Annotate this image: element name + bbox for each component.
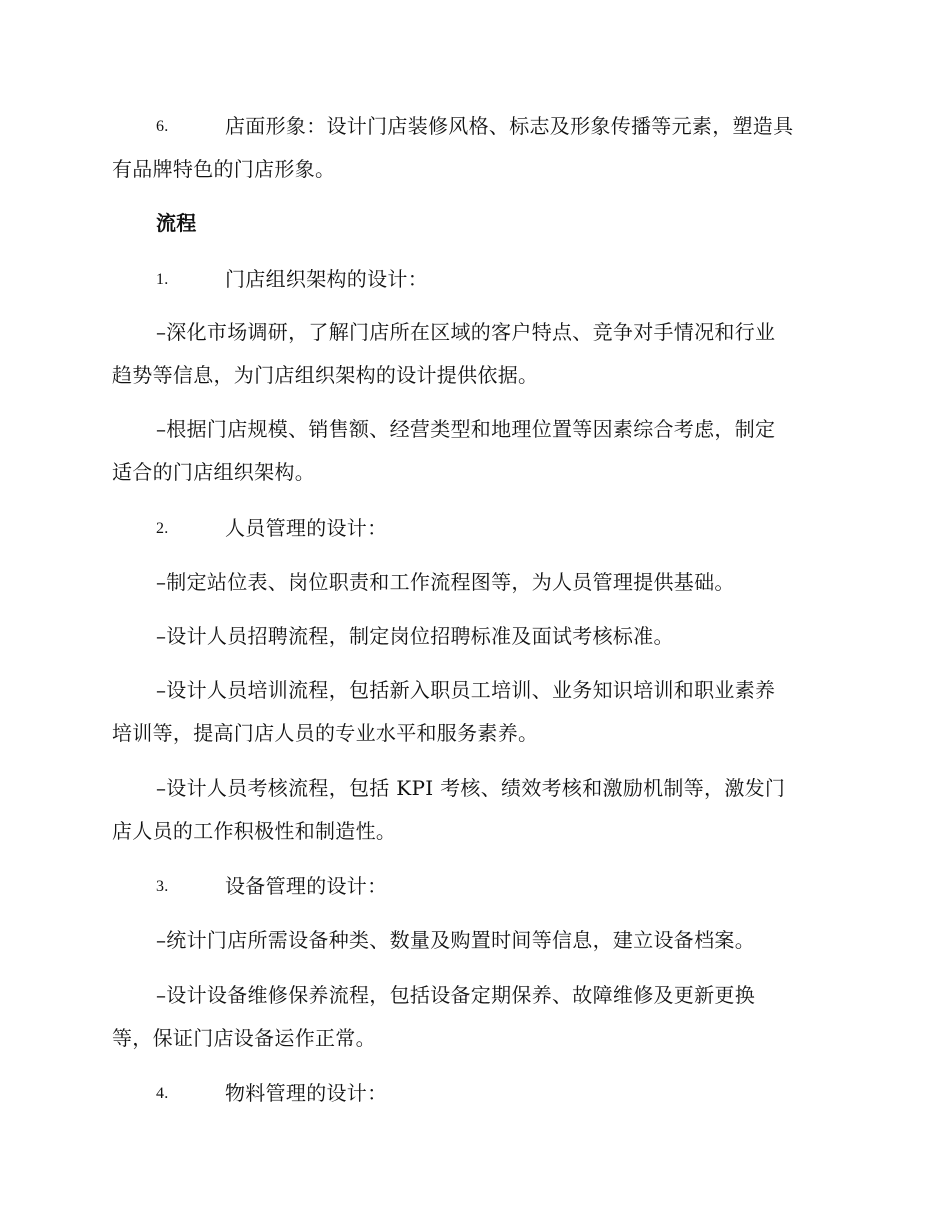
paragraph-continuation: 有品牌特色的门店形象。 xyxy=(112,157,336,181)
paragraph: –设计设备维修保养流程，包括设备定期保养、故障维修及更新更换 xyxy=(156,983,755,1007)
list-number: 6. xyxy=(156,118,169,135)
list-item-6 xyxy=(112,105,834,148)
list-number: 3. xyxy=(156,878,169,895)
list-item-text: 物料管理的设计： xyxy=(225,1081,388,1105)
paragraph: –制定站位表、岗位职责和工作流程图等，为人员管理提供基础。 xyxy=(156,570,735,594)
paragraph: –设计人员招聘流程，制定岗位招聘标准及面试考核标准。 xyxy=(156,624,674,648)
paragraph-continuation: 培训等，提高门店人员的专业水平和服务素养。 xyxy=(112,721,539,745)
list-item-3 xyxy=(112,865,834,908)
list-item-2 xyxy=(112,507,834,550)
section-heading: 流程 xyxy=(156,211,197,235)
list-item-4 xyxy=(112,1072,834,1115)
paragraph: –统计门店所需设备种类、数量及购置时间等信息，建立设备档案。 xyxy=(156,928,755,952)
paragraph: –根据门店规模、销售额、经营类型和地理位置等因素综合考虑，制定 xyxy=(156,417,776,441)
paragraph: –深化市场调研，了解门店所在区域的客户特点、竞争对手情况和行业 xyxy=(156,320,776,344)
list-number: 2. xyxy=(156,520,169,537)
paragraph: –设计人员考核流程，包括 KPI 考核、绩效考核和激励机制等，激发门 xyxy=(156,776,786,800)
paragraph-continuation: 趋势等信息，为门店组织架构的设计提供依据。 xyxy=(112,363,539,387)
list-number: 1. xyxy=(156,271,169,288)
list-item-text: 店面形象：设计门店装修风格、标志及形象传播等元素，塑造具 xyxy=(225,114,794,138)
paragraph: –设计人员培训流程，包括新入职员工培训、业务知识培训和职业素养 xyxy=(156,678,776,702)
paragraph-continuation: 店人员的工作积极性和制造性。 xyxy=(112,819,397,843)
list-item-text: 设备管理的设计： xyxy=(225,874,388,898)
paragraph-continuation: 等，保证门店设备运作正常。 xyxy=(112,1026,376,1050)
list-item-text: 人员管理的设计： xyxy=(225,516,388,540)
list-number: 4. xyxy=(156,1085,169,1102)
list-item-1 xyxy=(112,258,834,301)
paragraph-continuation: 适合的门店组织架构。 xyxy=(112,460,315,484)
list-item-text: 门店组织架构的设计： xyxy=(225,267,428,291)
